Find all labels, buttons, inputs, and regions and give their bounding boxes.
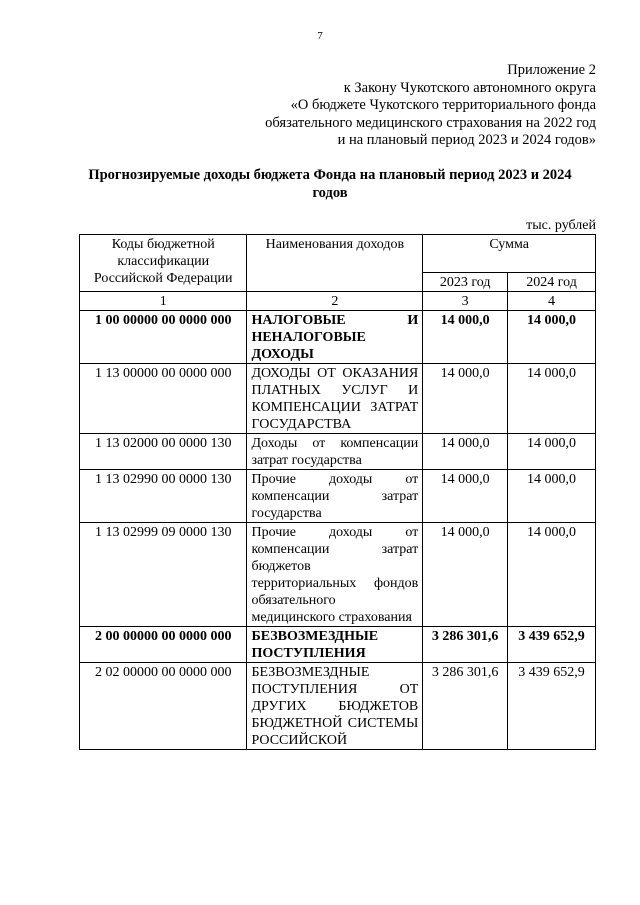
row-name: БЕЗВОЗМЕЗДНЫЕ ПОСТУПЛЕНИЯ ОТ ДРУГИХ БЮДЖЕТОВ БЮДЖЕТНОЙ СИСТЕМЫ РОССИЙСКОЙ	[247, 663, 423, 750]
income-table	[79, 234, 596, 750]
column-number: 2	[247, 292, 423, 311]
column-number: 4	[508, 292, 596, 311]
row-value-2024: 14 000,0	[508, 434, 596, 470]
row-value-2023: 14 000,0	[423, 523, 508, 627]
header-codes: Коды бюджетной классификации Российской Федерации	[80, 235, 247, 292]
row-code: 1 13 02999 09 0000 130	[80, 523, 247, 627]
appendix-header	[176, 62, 596, 150]
row-value-2023: 3 286 301,6	[423, 627, 508, 663]
table-row	[80, 470, 596, 523]
column-number: 3	[423, 292, 508, 311]
row-value-2023: 14 000,0	[423, 364, 508, 434]
header-sum: Сумма	[423, 235, 596, 273]
unit-label: тыс. рублей	[526, 218, 596, 233]
table-row	[80, 364, 596, 434]
column-number: 1	[80, 292, 247, 311]
row-code: 1 13 02000 00 0000 130	[80, 434, 247, 470]
table-row	[80, 311, 596, 364]
row-code: 1 13 02990 00 0000 130	[80, 470, 247, 523]
row-value-2024: 14 000,0	[508, 311, 596, 364]
header-year-2023: 2023 год	[423, 273, 508, 292]
page-number: 7	[317, 30, 323, 42]
row-code: 1 00 00000 00 0000 000	[80, 311, 247, 364]
row-value-2023: 14 000,0	[423, 434, 508, 470]
header-year-2024: 2024 год	[508, 273, 596, 292]
row-name: НАЛОГОВЫЕ И НЕНАЛОГОВЫЕ ДОХОДЫ	[247, 311, 423, 364]
row-value-2024: 3 439 652,9	[508, 663, 596, 750]
appendix-line: «О бюджете Чукотского территориального фонда	[290, 97, 596, 113]
row-name: БЕЗВОЗМЕЗДНЫЕ ПОСТУПЛЕНИЯ	[247, 627, 423, 663]
row-value-2023: 3 286 301,6	[423, 663, 508, 750]
column-number-row	[80, 292, 596, 311]
appendix-line: к Закону Чукотского автономного округа	[343, 79, 596, 96]
appendix-line: Приложение 2	[507, 62, 596, 78]
row-value-2024: 3 439 652,9	[508, 627, 596, 663]
row-value-2024: 14 000,0	[508, 523, 596, 627]
row-name: Прочие доходы от компенсации затрат бюджетов территориальных фондов обязательного медицинского страхования	[247, 523, 423, 627]
row-name: Прочие доходы от компенсации затрат государства	[247, 470, 423, 523]
header-names: Наименования доходов	[247, 235, 423, 292]
appendix-line: и на плановый период 2023 и 2024 годов»	[337, 132, 596, 148]
table-row	[80, 434, 596, 470]
row-name: Доходы от компенсации затрат государства	[247, 434, 423, 470]
row-code: 2 00 00000 00 0000 000	[80, 627, 247, 663]
table-row	[80, 663, 596, 750]
row-value-2024: 14 000,0	[508, 364, 596, 434]
row-value-2024: 14 000,0	[508, 470, 596, 523]
table-row	[80, 627, 596, 663]
row-value-2023: 14 000,0	[423, 470, 508, 523]
table-row	[80, 523, 596, 627]
row-code: 2 02 00000 00 0000 000	[80, 663, 247, 750]
row-value-2023: 14 000,0	[423, 311, 508, 364]
document-title: Прогнозируемые доходы бюджета Фонда на плановый период 2023 и 2024 годов	[88, 167, 572, 201]
appendix-line: обязательного медицинского страхования на 2022 год	[265, 114, 596, 131]
row-name: ДОХОДЫ ОТ ОКАЗАНИЯ ПЛАТНЫХ УСЛУГ И КОМПЕНСАЦИИ ЗАТРАТ ГОСУДАРСТВА	[247, 364, 423, 434]
row-code: 1 13 00000 00 0000 000	[80, 364, 247, 434]
